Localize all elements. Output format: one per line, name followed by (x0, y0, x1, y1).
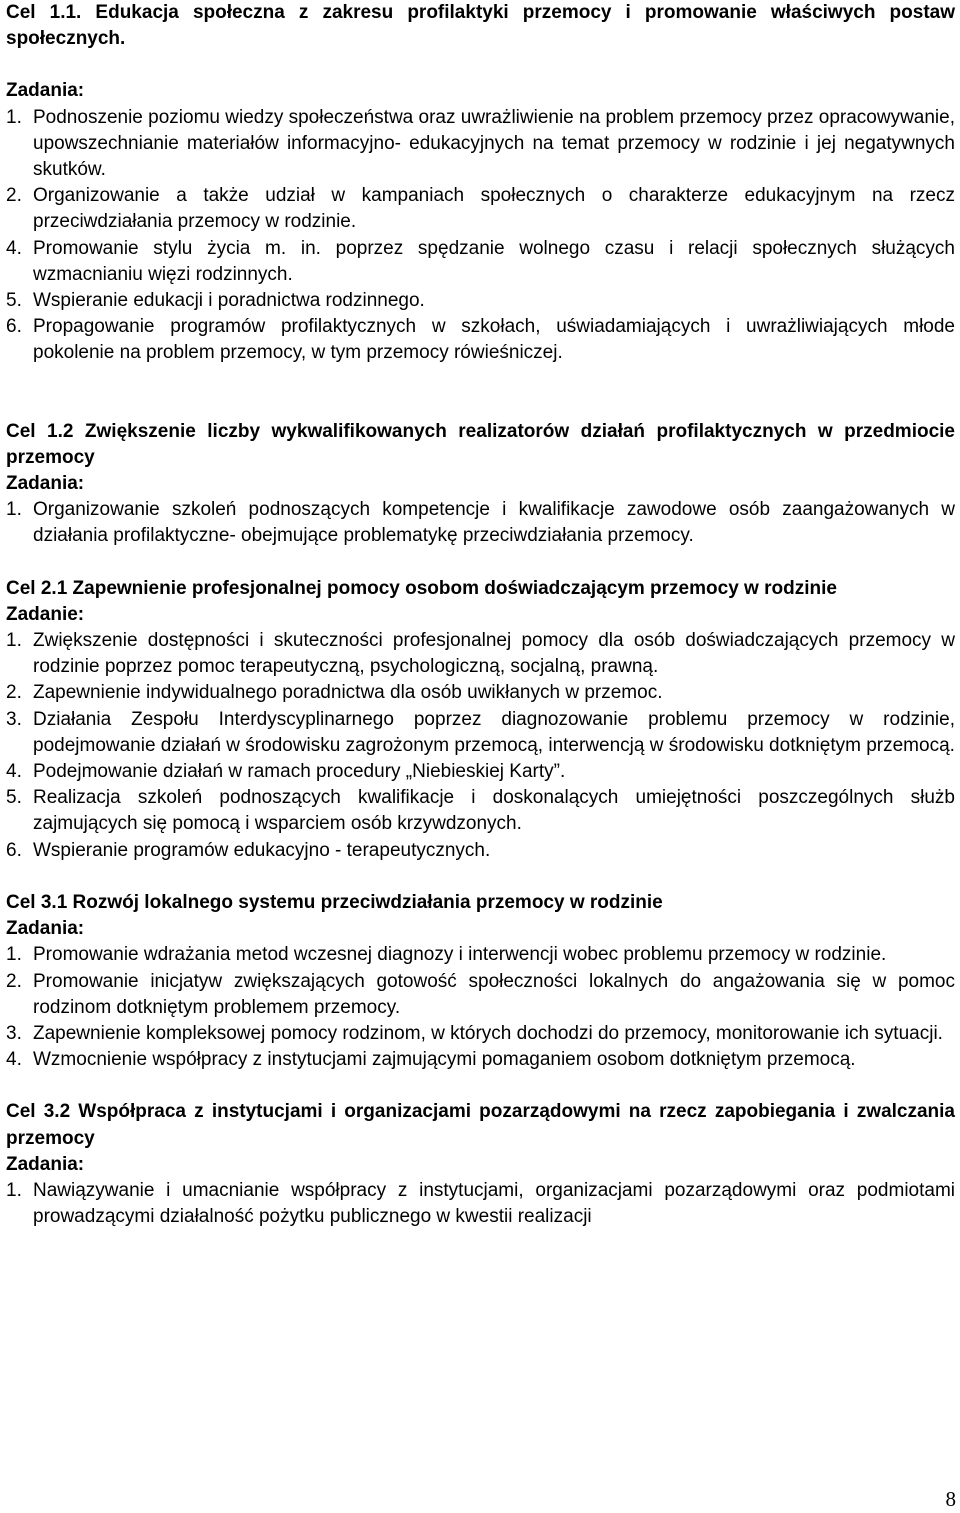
task-text: Propagowanie programów profilaktycznych w szkołach, uświadamiających i uwrażliwiających młode pokolenie na problem przemocy, w tym przemocy rówieśniczej. (33, 316, 955, 364)
task-text: Promowanie stylu życia m. in. poprzez spędzanie wolnego czasu i relacji społecznych służących wzmacnianiu więzi rodzinnych. (33, 237, 955, 285)
task-item (6, 680, 955, 706)
task-number: 1. (6, 944, 22, 966)
tasks-label: Zadania: (6, 80, 85, 102)
task-number: 1. (6, 630, 22, 652)
task-item (6, 1021, 955, 1047)
task-item (6, 628, 955, 680)
task-number: 2. (6, 682, 22, 704)
task-item (6, 785, 955, 837)
section-cel-2-1 (6, 576, 955, 864)
tasks-label: Zadania: (6, 473, 85, 495)
task-text: Zapewnienie indywidualnego poradnictwa dla osób uwikłanych w przemoc. (33, 682, 663, 704)
task-item (6, 497, 955, 549)
task-text: Działania Zespołu Interdyscyplinarnego poprzez diagnozowanie problemu przemocy w rodzinie, podejmowanie działań w środowisku zagrożonym przemocą, interwencją w środowisku dotkniętym przemocą. (33, 708, 955, 756)
task-list (6, 942, 955, 1073)
task-text: Wspieranie edukacji i poradnictwa rodzinnego. (33, 290, 425, 312)
section-heading: Cel 1.1. Edukacja społeczna z zakresu profilaktyki przemocy i promowanie właściwych postaw społecznych. (6, 2, 955, 50)
page-number: 8 (945, 1487, 956, 1511)
section-heading: Cel 3.1 Rozwój lokalnego systemu przeciwdziałania przemocy w rodzinie (6, 891, 663, 913)
task-list (6, 497, 955, 549)
task-item (6, 969, 955, 1021)
task-number: 2. (6, 970, 22, 992)
section-heading: Cel 3.2 Współpraca z instytucjami i organizacjami pozarządowymi na rzecz zapobiegania i zwalczania przemocy (6, 1101, 955, 1149)
task-item (6, 1178, 955, 1230)
task-item (6, 183, 955, 235)
tasks-label: Zadania: (6, 918, 85, 940)
task-text: Organizowanie szkoleń podnoszących kompetencje i kwalifikacje zawodowe osób zaangażowanych w działania profilaktyczne- obejmujące problematykę przeciwdziałania przemocy. (33, 499, 955, 547)
section-cel-3-1 (6, 890, 955, 1073)
task-number: 4. (6, 761, 22, 783)
task-text: Zwiększenie dostępności i skuteczności profesjonalnej pomocy dla osób doświadczających przemocy w rodzinie poprzez pomoc terapeutyczną, psychologiczną, socjalną, prawną. (33, 630, 955, 678)
task-text: Wzmocnienie współpracy z instytucjami zajmującymi pomaganiem osobom dotkniętym przemocą. (33, 1049, 856, 1071)
task-item (6, 759, 955, 785)
task-list (6, 1178, 955, 1230)
task-list (6, 105, 955, 367)
task-list (6, 628, 955, 864)
task-text: Podejmowanie działań w ramach procedury „Niebieskiej Karty”. (33, 761, 566, 783)
task-item (6, 838, 955, 864)
section-heading: Cel 2.1 Zapewnienie profesjonalnej pomocy osobom doświadczającym przemocy w rodzinie (6, 577, 837, 599)
task-item (6, 707, 955, 759)
task-item (6, 942, 955, 968)
task-item (6, 288, 955, 314)
task-number: 2. (6, 185, 22, 207)
task-item (6, 1047, 955, 1073)
tasks-label: Zadania: (6, 1153, 85, 1175)
task-number: 6. (6, 839, 22, 861)
task-number: 5. (6, 290, 22, 312)
section-cel-1-1 (6, 0, 955, 367)
task-number: 4. (6, 237, 22, 259)
task-item (6, 236, 955, 288)
task-number: 1. (6, 106, 22, 128)
task-text: Realizacja szkoleń podnoszących kwalifikacje i doskonalących umiejętności poszczególnych służb zajmujących się pomocą i wsparciem osób krzywdzonych. (33, 787, 955, 835)
task-number: 3. (6, 708, 22, 730)
task-text: Promowanie inicjatyw zwiększających gotowość społeczności lokalnych do angażowania się w pomoc rodzinom dotkniętym problemem przemocy. (33, 970, 955, 1018)
tasks-label: Zadanie: (6, 603, 85, 625)
document-content (6, 0, 955, 1230)
task-text: Podnoszenie poziomu wiedzy społeczeństwa oraz uwrażliwienie na problem przemocy przez opracowywanie, upowszechnianie materiałów informacyjno- edukacyjnych na temat przemocy w rodzinie i jej negatywnych skutków. (33, 106, 955, 181)
section-heading: Cel 1.2 Zwiększenie liczby wykwalifikowanych realizatorów działań profilaktycznych w przedmiocie przemocy (6, 420, 955, 468)
task-item (6, 105, 955, 184)
task-text: Nawiązywanie i umacnianie współpracy z instytucjami, organizacjami pozarządowymi oraz podmiotami prowadzącymi działalność pożytku publicznego w kwestii realizacji (33, 1179, 955, 1228)
task-text: Promowanie wdrażania metod wczesnej diagnozy i interwencji wobec problemu przemocy w rodzinie. (33, 944, 887, 966)
task-text: Zapewnienie kompleksowej pomocy rodzinom, w których dochodzi do przemocy, monitorowanie ich sytuacji. (33, 1022, 943, 1044)
task-number: 1. (6, 1179, 22, 1201)
task-item (6, 314, 955, 366)
task-number: 1. (6, 499, 22, 521)
section-cel-3-2 (6, 1099, 955, 1230)
task-number: 4. (6, 1049, 22, 1071)
task-number: 3. (6, 1022, 22, 1044)
task-text: Wspieranie programów edukacyjno - terapeutycznych. (33, 839, 491, 861)
task-number: 6. (6, 316, 22, 338)
task-text: Organizowanie a także udział w kampaniach społecznych o charakterze edukacyjnym na rzecz przeciwdziałania przemocy w rodzinie. (33, 185, 955, 233)
section-cel-1-2 (6, 419, 955, 550)
task-number: 5. (6, 787, 22, 809)
